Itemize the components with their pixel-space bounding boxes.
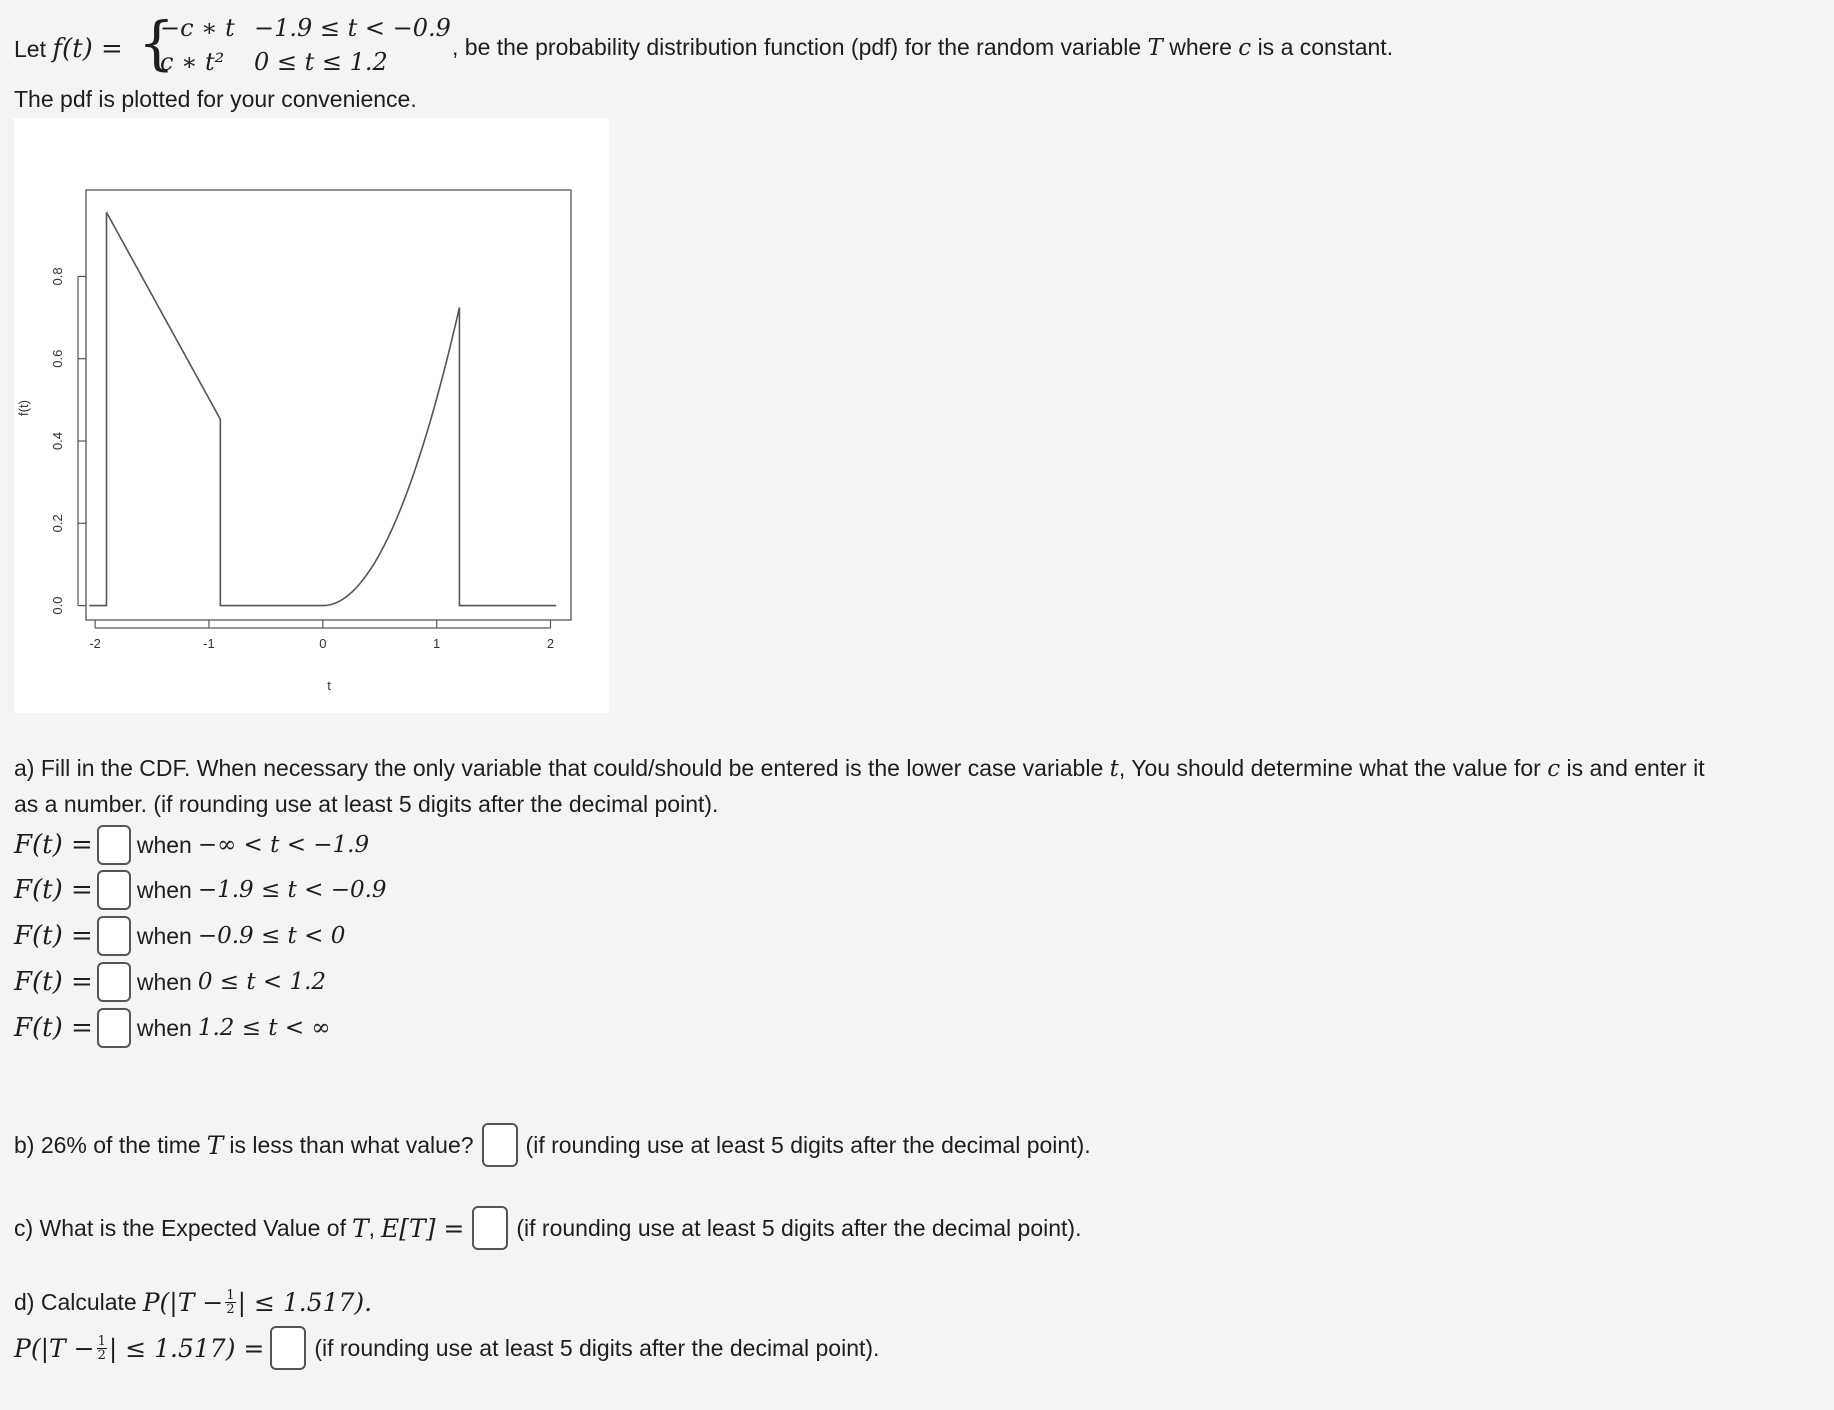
part-d-expr2-end: | ≤ 1.517) =	[108, 1333, 265, 1363]
desc-a: be the probability distribution function (pdf) for the random variable	[464, 34, 1142, 60]
let-label: Let	[14, 36, 46, 62]
cdf-condition-5: 1.2 ≤ t < ∞	[197, 1015, 331, 1041]
part-a-text-d: is and enter it	[1566, 755, 1705, 781]
cdf-lhs: F(t) =	[14, 967, 93, 997]
x-tick-label: 1	[433, 636, 441, 651]
y-tick-label: 0.4	[50, 431, 65, 451]
case2-cond: 0 ≤ t ≤ 1.2	[254, 48, 388, 76]
part-a-line1	[14, 755, 1705, 782]
pdf-plot	[14, 118, 609, 713]
cdf-row-2	[14, 868, 387, 912]
intro-let	[14, 34, 123, 64]
cdf-answer-input-2[interactable]	[97, 870, 131, 910]
part-b-text-a: b) 26% of the time	[14, 1131, 201, 1158]
case1-cond: −1.9 ≤ t < −0.9	[254, 14, 451, 42]
x-tick-label: -2	[89, 636, 101, 651]
case1-expr: −c ∗ t	[160, 14, 235, 42]
frac-denominator: 2	[226, 1302, 235, 1317]
cdf-row-4	[14, 960, 326, 1004]
part-c-rounding: (if rounding use at least 5 digits after the decimal point).	[516, 1214, 1082, 1241]
x-tick-label: 2	[546, 636, 555, 651]
cdf-answer-input-1[interactable]	[97, 825, 131, 865]
cdf-condition-4: 0 ≤ t < 1.2	[197, 969, 327, 995]
f-of-t: f(t) =	[52, 34, 123, 64]
part-d-expr2-start: P(|T −	[14, 1333, 95, 1363]
cdf-when: when	[136, 968, 192, 995]
cdf-lhs: F(t) =	[14, 1013, 93, 1043]
cdf-when: when	[136, 831, 192, 858]
cdf-condition-3: −0.9 ≤ t < 0	[197, 923, 346, 949]
case2-expr: c ∗ t²	[160, 48, 225, 76]
part-d-expr-start: P(|T −	[142, 1288, 224, 1317]
pdf-plot-panel	[14, 118, 609, 713]
y-tick-label: 0.2	[50, 514, 65, 533]
part-d-line2	[14, 1326, 879, 1370]
part-b-rounding: (if rounding use at least 5 digits after the decimal point).	[525, 1131, 1091, 1158]
part-d-text-a: d) Calculate	[14, 1289, 137, 1315]
part-b	[14, 1123, 1091, 1167]
part-c-var-T: T	[351, 1213, 369, 1243]
desc-d: is a constant.	[1257, 34, 1394, 60]
part-c-comma: ,	[368, 1214, 376, 1241]
part-b-text-b: is less than what value?	[229, 1131, 474, 1158]
cdf-condition-1: −∞ < t < −1.9	[197, 832, 370, 858]
part-c-answer-input[interactable]	[472, 1206, 508, 1250]
cdf-condition-2: −1.9 ≤ t < −0.9	[197, 877, 387, 903]
part-a-text-a: a) Fill in the CDF. When necessary the only variable that could/should be entered is the lower case variable	[14, 755, 1104, 781]
cdf-row-5	[14, 1006, 331, 1050]
pdf-curve	[89, 212, 556, 605]
frac-numerator: 1	[226, 1288, 235, 1303]
desc-b: where	[1169, 34, 1232, 60]
cdf-answer-input-5[interactable]	[97, 1008, 131, 1048]
part-a-line2: as a number. (if rounding use at least 5 digits after the decimal point).	[14, 791, 719, 817]
part-b-answer-input[interactable]	[482, 1123, 518, 1167]
cdf-when: when	[136, 1014, 192, 1041]
y-axis-label: f(t)	[16, 400, 31, 416]
cdf-row-3	[14, 914, 345, 958]
frac-numerator: 1	[97, 1333, 106, 1349]
cdf-lhs: F(t) =	[14, 830, 93, 860]
part-c-expr: E[T] =	[381, 1213, 465, 1243]
part-a-var-c: c	[1547, 756, 1561, 782]
intro-description	[452, 34, 1393, 61]
x-tick-label: 0	[319, 636, 327, 651]
part-c	[14, 1206, 1081, 1250]
plot-frame	[86, 190, 571, 620]
cdf-when: when	[136, 922, 192, 949]
desc-c: c	[1238, 35, 1252, 61]
plotted-note: The pdf is plotted for your convenience.	[14, 86, 417, 112]
cdf-when: when	[136, 876, 192, 903]
part-d-fraction	[225, 1289, 235, 1316]
cdf-lhs: F(t) =	[14, 921, 93, 951]
x-tick-label: -1	[203, 636, 215, 651]
part-a-text-b: , You should determine what the value for	[1118, 755, 1541, 781]
part-d-fraction-2	[97, 1335, 107, 1362]
part-d-rounding: (if rounding use at least 5 digits after the decimal point).	[314, 1334, 880, 1361]
x-axis-label: t	[327, 678, 331, 693]
part-a-var-t: t	[1109, 756, 1119, 782]
cdf-answer-input-3[interactable]	[97, 916, 131, 956]
cdf-answer-input-4[interactable]	[97, 962, 131, 1002]
y-tick-label: 0.0	[50, 596, 65, 615]
desc-T: T	[1147, 35, 1163, 61]
part-c-text-a: c) What is the Expected Value of	[14, 1214, 346, 1241]
part-b-var-T: T	[206, 1130, 224, 1160]
intro-comma: ,	[452, 34, 459, 60]
y-tick-label: 0.6	[50, 349, 65, 368]
piecewise-brace: {	[138, 9, 175, 77]
y-tick-label: 0.8	[50, 267, 65, 286]
cdf-row-1	[14, 823, 369, 867]
part-d-line1	[14, 1288, 372, 1317]
part-d-expr-end: | ≤ 1.517).	[237, 1288, 373, 1317]
frac-denominator: 2	[97, 1347, 106, 1363]
cdf-lhs: F(t) =	[14, 875, 93, 905]
part-d-answer-input[interactable]	[270, 1326, 306, 1370]
